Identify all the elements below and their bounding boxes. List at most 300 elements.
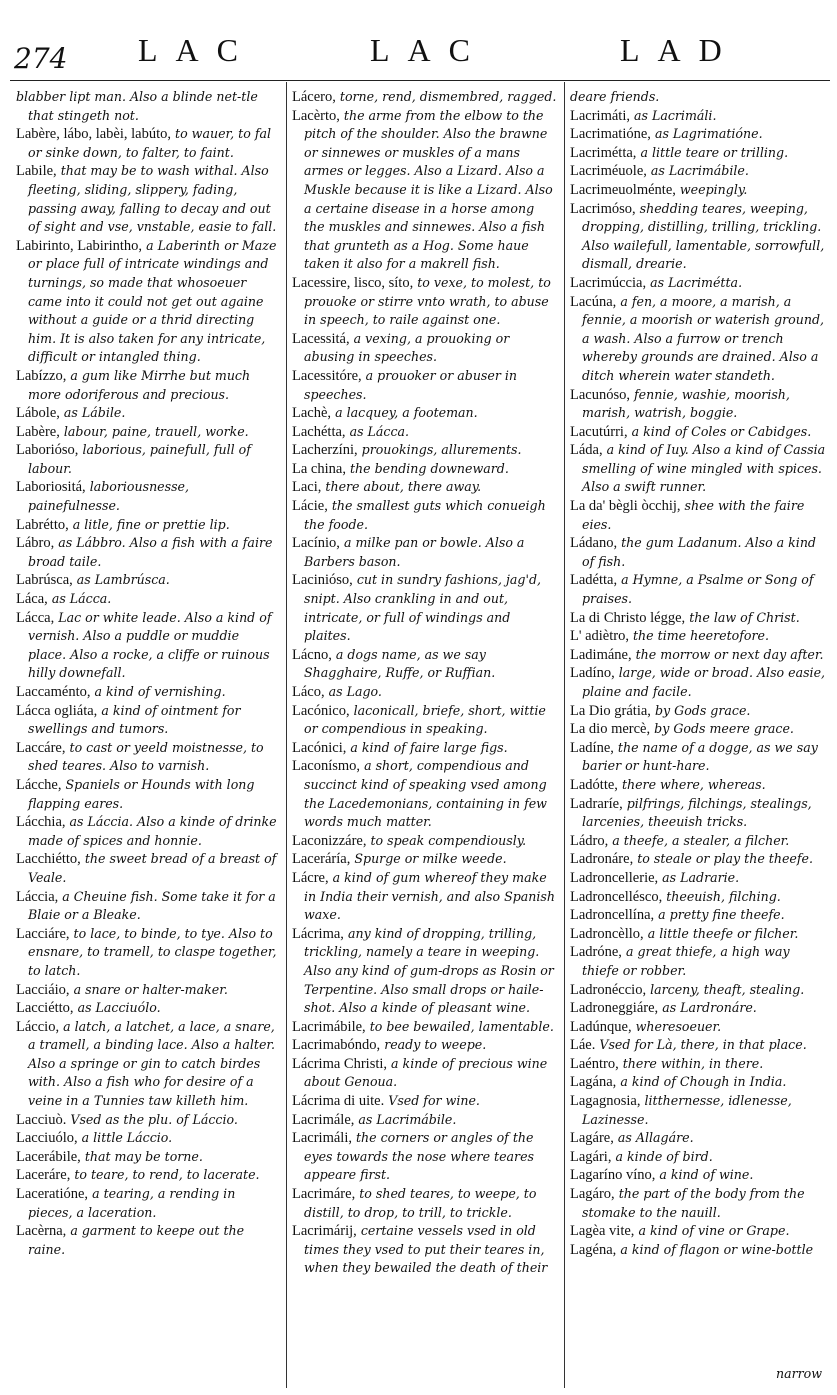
dictionary-entry <box>570 144 828 163</box>
dictionary-entry <box>570 1148 828 1167</box>
guide-word-center: LAC <box>370 32 488 68</box>
definition: the smallest guts which conueigh the foode. <box>304 498 546 532</box>
headword: Láccio, <box>16 1018 60 1035</box>
dictionary-entry <box>292 88 558 107</box>
definition: a litle, fine or prettie lip. <box>72 516 230 532</box>
dictionary-entry <box>16 888 280 925</box>
definition: a little theefe or filcher. <box>647 925 799 941</box>
dictionary-entry <box>570 423 828 442</box>
definition: a kind of Coles or Cabidges. <box>631 423 812 439</box>
dictionary-entry <box>570 1055 828 1074</box>
definition: any kind of dropping, trilling, trickling, namely a teare in weeping. Also any kind of gum-drops as Rosin or Terpentine. Also small drops or haile-shot. Also a kinde of pleasant wine. <box>304 925 554 1016</box>
headword: Lacrimále, <box>292 1111 355 1128</box>
headword: Lacchiétto, <box>16 851 81 868</box>
definition: a snare or halter-maker. <box>73 981 228 997</box>
dictionary-entry <box>570 906 828 925</box>
headword: Láda, <box>570 442 603 459</box>
running-header <box>10 28 830 82</box>
definition: a prouoker or abuser in speeches. <box>304 367 518 402</box>
headword: Lácero, <box>292 89 336 105</box>
dictionary-entry <box>292 367 558 404</box>
headword: Lachétta, <box>292 423 346 440</box>
definition: pilfrings, filchings, stealings, larcenies, theeuish tricks. <box>582 795 812 830</box>
definition: as Lacriméttа. <box>650 274 743 290</box>
definition: a little teare or trilling. <box>640 144 789 160</box>
definition: a latch, a latchet, a lace, a snare, a tramell, a binding lace. Also a halter. Also a springe or gin to catch birdes with. Also a fish who for desire of a veine in a Tunnies taw killeth him. <box>28 1018 276 1109</box>
dictionary-entry <box>292 1111 558 1130</box>
definition: the part of the body from the stomake to the nauill. <box>582 1186 805 1220</box>
definition: there within, in there. <box>622 1055 764 1071</box>
headword: La china, <box>292 460 346 477</box>
headword: Lacèrto, <box>292 107 340 124</box>
definition: a lacquey, a footeman. <box>335 405 478 421</box>
definition: larceny, theaft, stealing. <box>650 981 805 997</box>
headword: Ladroncellína, <box>570 907 655 924</box>
definition: a Hymne, a Psalme or Song of praises. <box>582 572 814 607</box>
definition: the gum Ladanum. Also a kind of fish. <box>582 535 816 569</box>
headword: Lacerábile, <box>16 1148 81 1165</box>
definition: a great thiefe, a high way thiefe or robber. <box>582 944 790 978</box>
dictionary-entry <box>570 627 828 646</box>
headword: Ladroneggiáre, <box>570 1000 659 1017</box>
definition: to vexe, to molest, to prouoke or stirre vnto wrath, to abuse in speech, to raile against one. <box>304 274 551 328</box>
definition: litthernesse, idlenesse, Lazinesse. <box>582 1093 792 1127</box>
dictionary-entry <box>570 664 828 701</box>
dictionary-entry <box>570 200 828 274</box>
definition: as Lago. <box>328 684 382 699</box>
headword: Lacónici, <box>292 739 347 756</box>
headword: La da' bègli òcchij, <box>570 498 681 515</box>
headword: Labirinto, Labirintho, <box>16 237 143 254</box>
column-3 <box>570 88 828 1388</box>
definition: as Lácca. <box>51 591 112 607</box>
definition: as Lambrúsca. <box>76 572 170 588</box>
definition: there about, there away. <box>325 479 482 495</box>
dictionary-entry <box>292 1185 558 1222</box>
headword: Lacciáio, <box>16 981 70 998</box>
dictionary-entry <box>16 999 280 1018</box>
dictionary-entry <box>16 981 280 1000</box>
dictionary-entry <box>570 850 828 869</box>
headword: Lacciétto, <box>16 1000 74 1017</box>
definition: to cast or yeeld moistnesse, to shed teares. Also to varnish. <box>28 739 264 774</box>
definition: a Laberinth or Maze or place full of intricate windings and turnings, so made that whosoeuer came into it could not get out againe without a guide or a thrid directing him. It is also taken for any intricate, difficult or intangled thing. <box>28 237 277 365</box>
headword: Lácca ogliáta, <box>16 702 98 719</box>
headword: Ládro, <box>570 832 609 849</box>
headword: Lácrima Christi, <box>292 1055 388 1072</box>
dictionary-entry <box>16 1148 280 1167</box>
headword: Lagéna, <box>570 1241 617 1258</box>
definition: the corners or angles of the eyes towards the nose where teares appeare first. <box>304 1130 534 1183</box>
headword: Lacrimábile, <box>292 1018 366 1035</box>
definition: to wauer, to fal or sinke down, to falter, to faint. <box>28 126 272 160</box>
definition: a gum like Mirrhe but much more odoriferous and precious. <box>28 367 251 402</box>
definition: a theefe, a stealer, a filcher. <box>612 832 790 848</box>
dictionary-entry <box>16 1111 280 1130</box>
dictionary-entry <box>16 571 280 590</box>
dictionary-entry <box>570 274 828 293</box>
dictionary-entry <box>16 534 280 571</box>
headword: Lachè, <box>292 405 332 422</box>
headword: L' adiètro, <box>570 628 629 645</box>
headword: La di Christo légge, <box>570 609 686 626</box>
headword: Lacúna, <box>570 293 617 310</box>
headword: Lacrimúccia, <box>570 274 647 291</box>
headword: Lábole, <box>16 405 60 422</box>
definition: wheresoeuer. <box>635 1018 722 1034</box>
headword: Lácche, <box>16 776 62 793</box>
headword: Labère, lábo, labèi, labúto, <box>16 126 172 143</box>
headword: Lábro, <box>16 535 55 552</box>
headword: Láca, <box>16 591 48 608</box>
definition: a milke pan or bowle. Also a Barbers bason. <box>304 535 525 569</box>
headword: Ladróne, <box>570 944 622 961</box>
definition: that may be to wash withal. Also fleeting, sliding, slippery, fading, passing away, falling to decay and out of sight and vse, vnstable, easie to fall. <box>28 163 277 235</box>
dictionary-entry <box>292 646 558 683</box>
dictionary-entry <box>16 590 280 609</box>
definition: a short, compendious and succinct kind of speaking vsed among the Lacedemonians, containing in few words much matter. <box>304 758 547 830</box>
dictionary-entry <box>570 1166 828 1185</box>
headword: Lácchia, <box>16 814 66 831</box>
definition: a kind of flagon or wine-bottle <box>620 1241 814 1257</box>
definition: as Lacrimáli. <box>634 107 717 123</box>
headword: Ladétta, <box>570 572 618 589</box>
dictionary-entry <box>16 88 280 125</box>
headword: Lacessitóre, <box>292 367 362 384</box>
headword: Lácrima di uite. <box>292 1093 385 1110</box>
headword: Láccia, <box>16 888 59 905</box>
dictionary-entry <box>570 925 828 944</box>
definition: weepingly. <box>679 181 748 197</box>
headword: Laceráre, <box>16 1167 71 1184</box>
definition: to teare, to rend, to lacerate. <box>74 1167 260 1183</box>
dictionary-entry <box>292 571 558 645</box>
headword: Lacciáre, <box>16 925 70 942</box>
dictionary-entry <box>292 739 558 758</box>
dictionary-entry <box>570 1092 828 1129</box>
headword: Labile, <box>16 163 57 180</box>
headword: Ladraríe, <box>570 795 623 812</box>
dictionary-entry <box>570 646 828 665</box>
headword: Laci, <box>292 479 322 496</box>
headword: Lacrimeuolménte, <box>570 181 676 198</box>
definition: as Lagrimatióne. <box>654 126 763 142</box>
headword: Láco, <box>292 684 325 700</box>
dictionary-entry <box>292 1018 558 1037</box>
headword: La Dio grátia, <box>570 702 651 719</box>
definition: the name of a dogge, as we say barier or hunt-hare. <box>582 739 818 774</box>
dictionary-entry <box>570 776 828 795</box>
headword: Lácca, <box>16 609 55 626</box>
headword: Lacrimáli, <box>292 1130 352 1147</box>
definition: the bending downeward. <box>349 460 509 476</box>
headword: La dio mercè, <box>570 721 651 738</box>
dictionary-entry <box>16 609 280 683</box>
headword: Ladronéccio, <box>570 981 647 998</box>
definition: the law of Christ. <box>689 609 800 625</box>
dictionary-entry <box>570 1241 828 1260</box>
dictionary-entry <box>570 1073 828 1092</box>
dictionary-entry <box>292 534 558 571</box>
headword: Labrúsca, <box>16 572 73 589</box>
headword: Lácie, <box>292 498 328 515</box>
dictionary-entry <box>570 832 828 851</box>
headword: Laéntro, <box>570 1055 619 1072</box>
guide-word-right: LAD <box>620 32 740 68</box>
definition: the time heeretofore. <box>633 628 769 644</box>
page-number: 274 <box>14 42 68 75</box>
dictionary-entry <box>570 1036 828 1055</box>
dictionary-entry <box>570 869 828 888</box>
dictionary-entry <box>570 888 828 907</box>
definition: the arme from the elbow to the pitch of the shoulder. Also the brawne or sinnewes or muskles of a mans armes or legges. Also a Lizard. Also a Muskle because it is like a Lizard. Also a certaine disease in a horse among the muskles and sinnewes. Also a fish that grunteth as a Hog. Some haue taken it also for a makrell fish. <box>304 107 553 272</box>
dictionary-entry <box>292 423 558 442</box>
dictionary-entry <box>570 1222 828 1241</box>
definition: a kinde of precious wine about Genoua. <box>304 1055 548 1090</box>
dictionary-entry <box>570 386 828 423</box>
headword: Lacrimáre, <box>292 1186 356 1203</box>
dictionary-entry <box>292 1129 558 1185</box>
definition: as Lacrimábile. <box>358 1111 457 1127</box>
headword: Lagári, <box>570 1148 612 1165</box>
headword: Ladroncèllo, <box>570 925 644 942</box>
definition: to steale or play the theefe. <box>637 851 813 867</box>
column-1 <box>16 88 280 1388</box>
dictionary-entry <box>292 1092 558 1111</box>
definition: to speak compendiously. <box>370 832 527 848</box>
dictionary-entry <box>16 850 280 887</box>
definition: a kind of vine or Grape. <box>638 1223 790 1239</box>
headword: Lacriméttа, <box>570 144 637 161</box>
definition: Spurge or milke weede. <box>354 851 507 867</box>
headword: Lacessitá, <box>292 330 350 347</box>
definition: a kind of faire large figs. <box>350 739 508 755</box>
dictionary-entry <box>292 683 558 702</box>
dictionary-entry <box>570 999 828 1018</box>
definition: cut in sundry fashions, jag'd, snipt. Also crankling in and out, intricate, or full of windings and plaites. <box>304 572 542 644</box>
definition: laborious, painefull, full of labour. <box>28 442 251 476</box>
dictionary-entry <box>292 869 558 925</box>
definition: a fen, a moore, a marish, a fennie, a moorish or waterish ground, a wash. Also a furrow or trench whereby grounds are drained. Also a ditch wherein water standeth. <box>582 293 825 383</box>
dictionary-entry <box>570 795 828 832</box>
dictionary-entry <box>292 757 558 831</box>
headword: Laccáre, <box>16 739 66 756</box>
headword: Lacrimáti, <box>570 107 630 124</box>
definition: Vsed for wine. <box>388 1093 480 1109</box>
headword: Lacrimárij, <box>292 1223 357 1240</box>
definition: laconicall, briefe, short, wittie or compendious in speaking. <box>304 702 546 737</box>
definition: a vexing, a prouoking or abusing in speeches. <box>304 330 510 365</box>
definition: a garment to keepe out the raine. <box>28 1223 245 1257</box>
dictionary-entry <box>292 330 558 367</box>
headword: Lagána, <box>570 1074 617 1091</box>
definition: blabber lipt man. Also a blinde net-tle that stingeth not. <box>16 89 258 123</box>
dictionary-entry <box>16 478 280 515</box>
definition: a kind of ointment for swellings and tumors. <box>28 702 241 737</box>
dictionary-entry <box>292 832 558 851</box>
definition: torne, rend, dismembred, ragged. <box>339 89 557 104</box>
dictionary-entry <box>570 702 828 721</box>
headword: Lacínio, <box>292 535 340 552</box>
headword: Laceráría, <box>292 851 351 868</box>
definition: fennie, washie, moorish, marish, watrish, boggie. <box>582 386 790 421</box>
dictionary-entry <box>16 237 280 367</box>
definition: a dogs name, as we say Shagghaire, Ruffe, or Ruffian. <box>304 646 496 681</box>
headword: Lacónico, <box>292 702 350 719</box>
dictionary-entry <box>570 162 828 181</box>
dictionary-entry <box>292 702 558 739</box>
headword: Ladíne, <box>570 739 614 756</box>
dictionary-entry <box>16 404 280 423</box>
definition: Vsed for Là, there, in that place. <box>599 1037 807 1053</box>
dictionary-entry <box>16 683 280 702</box>
headword: Lácno, <box>292 646 332 663</box>
headword: Laconizzáre, <box>292 832 367 849</box>
dictionary-entry <box>16 1129 280 1148</box>
definition: shedding teares, weeping, dropping, distilling, trilling, trickling. Also wailefull, lamentable, sorrowfull, dismall, drearie. <box>582 200 825 272</box>
dictionary-entry <box>292 441 558 460</box>
definition: as Láccia. Also a kinde of drinke made of spices and honnie. <box>28 814 277 848</box>
definition: large, wide or broad. Also easie, plaine and facile. <box>582 665 826 699</box>
headword: Lacrimatióne, <box>570 126 651 143</box>
definition: Lac or white leade. Also a kind of vernish. Also a puddle or muddie place. Also a rocke, a cliffe or ruinous hilly downefall. <box>28 609 272 681</box>
headword: Ladronáre, <box>570 851 634 868</box>
headword: Lácre, <box>292 869 329 886</box>
definition: as Ladrarie. <box>662 869 740 885</box>
definition: as Lacciuólo. <box>77 1000 161 1016</box>
dictionary-entry <box>16 1222 280 1259</box>
dictionary-entry <box>292 1036 558 1055</box>
headword: Laceratióne, <box>16 1186 89 1203</box>
dictionary-entry <box>570 571 828 608</box>
column-rule-1 <box>286 82 287 1388</box>
dictionary-entry <box>292 460 558 479</box>
dictionary-entry <box>16 441 280 478</box>
headword: Laccaménto, <box>16 684 91 700</box>
dictionary-entry <box>16 813 280 850</box>
definition: as Lacrimábile. <box>650 163 749 179</box>
definition: to lace, to binde, to tye. Also to ensnare, to tramell, to claspe together, to latch. <box>28 925 277 978</box>
headword: Labrétto, <box>16 516 69 533</box>
dictionary-entry <box>292 274 558 330</box>
headword: Lacciuólo, <box>16 1130 78 1147</box>
headword: Lacciuò. <box>16 1111 67 1128</box>
definition: a kind of Chough in India. <box>620 1074 787 1090</box>
headword: Lagagnosia, <box>570 1093 641 1110</box>
definition: certaine vessels vsed in old times they vsed to put their teares in, when they bewailed the death of their <box>304 1223 548 1276</box>
guide-word-left: LAC <box>138 32 256 68</box>
definition: that may be torne. <box>84 1148 203 1164</box>
headword: Ladíno, <box>570 665 615 682</box>
dictionary-entry <box>570 1018 828 1037</box>
definition: labour, paine, trauell, worke. <box>63 423 249 439</box>
headword: Ladúnque, <box>570 1018 632 1035</box>
definition: Spaniels or Hounds with long flapping eares. <box>28 776 255 811</box>
definition: the morrow or next day after. <box>635 646 824 662</box>
definition: to shed teares, to weepe, to distill, to drop, to trill, to trickle. <box>304 1186 537 1220</box>
headword: Lacutúrri, <box>570 423 628 440</box>
headword: Labère, <box>16 423 60 440</box>
definition: there where, whereas. <box>621 776 766 792</box>
definition: as Lábbro. Also a fish with a faire broad taile. <box>28 535 273 569</box>
definition: ready to weepe. <box>384 1037 487 1053</box>
headword: Láe. <box>570 1037 596 1054</box>
dictionary-entry <box>570 981 828 1000</box>
dictionary-entry <box>570 107 828 126</box>
headword: Ladótte, <box>570 776 618 793</box>
dictionary-entry <box>292 107 558 274</box>
headword: Lacunóso, <box>570 386 630 403</box>
definition: as Lácca. <box>349 423 410 439</box>
definition: by Gods grace. <box>654 702 751 718</box>
definition: the sweet bread of a breast of Veale. <box>28 851 277 885</box>
dictionary-entry <box>16 702 280 739</box>
headword: Labízzo, <box>16 367 67 384</box>
headword: Lagèa vite, <box>570 1223 635 1240</box>
headword: Lagáro, <box>570 1186 615 1203</box>
definition: laboriousnesse, painefulnesse. <box>28 479 190 514</box>
dictionary-entry <box>570 497 828 534</box>
definition: prouokings, allurements. <box>361 442 522 458</box>
definition: a Cheuine fish. Some take it for a Blaie or a Bleake. <box>28 888 276 923</box>
dictionary-entry <box>16 1185 280 1222</box>
definition: to bee bewailed, lamentable. <box>369 1018 554 1034</box>
dictionary-entry <box>570 1129 828 1148</box>
definition: as Lábile. <box>63 405 126 421</box>
dictionary-entry <box>292 850 558 869</box>
catchword: narrow <box>775 1366 822 1381</box>
dictionary-entry <box>16 516 280 535</box>
dictionary-entry <box>16 925 280 981</box>
definition: shee with the faire eies. <box>582 498 805 532</box>
dictionary-entry <box>570 720 828 739</box>
headword: Ládano, <box>570 535 618 552</box>
dictionary-entry <box>570 1185 828 1222</box>
definition: as Lardronáre. <box>662 1000 757 1016</box>
dictionary-entry <box>570 534 828 571</box>
dictionary-entry <box>570 125 828 144</box>
definition: a kind of vernishing. <box>94 684 226 699</box>
dictionary-entry <box>292 925 558 1018</box>
definition: a tearing, a rending in pieces, a laceration. <box>28 1186 236 1220</box>
dictionary-entry <box>16 739 280 776</box>
dictionary-entry <box>16 776 280 813</box>
definition: by Gods meere grace. <box>654 721 794 737</box>
headword: Lacèrna, <box>16 1223 67 1240</box>
definition: Vsed as the plu. of Láccio. <box>70 1111 238 1127</box>
headword: Lacessire, lisco, síto, <box>292 274 414 291</box>
headword: Ladimáne, <box>570 646 632 663</box>
dictionary-entry <box>292 404 558 423</box>
dictionary-entry <box>570 739 828 776</box>
dictionary-entry <box>570 293 828 386</box>
dictionary-entry <box>570 88 828 107</box>
dictionary-entry <box>570 943 828 980</box>
headword: Lacriméuole, <box>570 163 647 180</box>
headword: Ladroncellésco, <box>570 888 663 905</box>
dictionary-page <box>10 28 830 1388</box>
definition: a little Láccio. <box>81 1130 173 1146</box>
definition: deare friends. <box>570 89 660 104</box>
dictionary-entry <box>570 609 828 628</box>
definition: a kinde of bird. <box>615 1148 713 1164</box>
dictionary-entry <box>292 497 558 534</box>
headword: Lacrimabóndo, <box>292 1037 381 1054</box>
headword: Laconísmo, <box>292 758 361 775</box>
dictionary-entry <box>16 1166 280 1185</box>
headword: Lacinióso, <box>292 572 353 589</box>
headword: Lagáre, <box>570 1130 614 1147</box>
